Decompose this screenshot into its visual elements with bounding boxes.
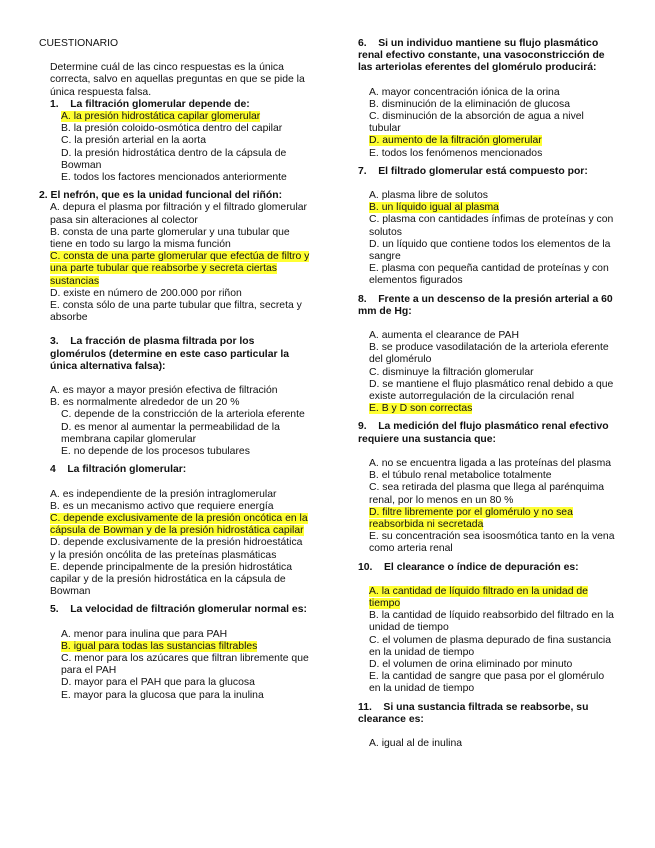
question-heading: 8. Frente a un descenso de la presión arterial a 60 mm de Hg: [358,293,613,317]
answer-highlighted: C. depende exclusivamente de la presión oncótica en la cápsula de Bowman y de la presión hidrostática capilar [50,512,308,537]
answer-option: A. mayor concentración iónica de la orina [369,86,560,98]
answer-option: A. plasma libre de solutos [369,190,488,202]
answer-option: C. sea retirada del plasma que llega al parénquima renal, por lo menos en un 80 % [369,482,605,506]
question-3 [39,336,310,458]
answer-highlighted: D. filtre libremente por el glomérulo y no sea reabsorbida ni secretada [369,506,573,530]
question-heading: 3. La fracción de plasma filtrada por los glomérulos (determine en este caso particular la única alternativa falsa): [50,336,290,372]
instructions: Determine cuál de las cinco respuestas es la única correcta, salvo en aquellas preguntas en que se pide la única respuesta falsa. [50,62,305,98]
question-5 [39,604,310,701]
answer-option: E. no depende de los procesos tubulares [61,446,250,458]
answer-option: C. plasma con cantidades ínfimas de proteínas y con solutos [369,214,614,238]
question-4 [39,464,310,598]
answer-option: C. disminuye la filtración glomerular [369,366,534,378]
answer-option: E. todos los fenómenos mencionados [369,147,543,159]
answer-option: E. mayor para la glucosa que para la inulina [61,689,264,701]
question-heading: 7. El filtrado glomerular está compuesto por: [358,165,588,177]
answer-option: A. menor para inulina que para PAH [61,628,228,640]
question-heading: 5. La velocidad de filtración glomerular normal es: [50,604,307,616]
answer-option: D. la presión hidrostática dentro de la cápsula de Bowman [61,147,287,171]
answer-option: E. plasma con pequeña cantidad de proteínas y con elementos figurados [369,263,609,287]
question-heading: 10. El clearance o índice de depuración es: [358,561,579,573]
answer-option: D. depende exclusivamente de la presión hidroestática y la presión oncólita de las preteínas plasmáticas [50,537,303,561]
answer-option: B. el túbulo renal metabolice totalmente [369,470,552,482]
answer-option: A. depura el plasma por filtración y el filtrado glomerular pasa sin alteraciones al colector [50,202,308,226]
question-9 [347,421,617,555]
answer-option: D. mayor para el PAH que para la glucosa [61,677,255,689]
question-1 [39,99,310,184]
answer-option: E. depende principalmente de la presión hidrostática capilar y de la presión hidrostática en la cápsula de Bowman [50,561,293,598]
answer-highlighted: B. un líquido igual al plasma [369,202,499,214]
left-column [39,38,310,702]
answer-highlighted: D. aumento de la filtración glomerular [369,135,542,147]
answer-option: B. la presión coloido-osmótica dentro del capilar [61,123,283,135]
question-heading: 6. Si un individuo mantiene su flujo plasmático renal efectivo constante, una vasoconstricción de las arteriolas eferentes del glomérulo producirá: [358,38,605,74]
answer-option: B. la cantidad de líquido reabsorbido del filtrado en la unidad de tiempo [369,610,614,634]
answer-option: C. menor para los azúcares que filtran libremente que para el PAH [61,652,309,677]
question-heading: 4 La filtración glomerular: [50,464,187,476]
answer-highlighted: B. igual para todas las sustancias filtrables [61,640,258,652]
answer-option: B. es un mecanismo activo que requiere energía [50,500,274,512]
question-8 [347,294,617,416]
answer-option: D. el volumen de orina eliminado por minuto [369,658,573,670]
answer-option: C. disminución de la absorción de agua a nivel tubular [369,111,584,135]
question-heading: 9. La medición del flujo plasmático renal efectivo requiere una sustancia que: [358,421,609,445]
answer-highlighted: A. la presión hidrostática capilar glomerular [61,111,261,123]
answer-option: B. se produce vasodilatación de la arteriola eferente del glomérulo [369,342,609,366]
answer-option: B. es normalmente alrededor de un 20 % [50,397,240,409]
answer-option: A. es mayor a mayor presión efectiva de filtración [50,385,278,397]
answer-option: E. su concentración sea isoosmótica tanto en la vena como arteria renal [369,531,615,555]
answer-option: A. igual al de inulina [369,737,463,749]
answer-option: E. la cantidad de sangre que pasa por el glomérulo en la unidad de tiempo [369,671,605,695]
answer-highlighted: C. consta de una parte glomerular que efectúa de filtro y una parte tubular que reabsorbe y secreta ciertas sustancias [50,251,310,287]
answer-highlighted: A. la cantidad de líquido filtrado en la unidad de tiempo [369,585,588,609]
answer-option: D. es menor al aumentar la permeabilidad de la membrana capilar glomerular [61,421,280,445]
answer-option: A. aumenta el clearance de PAH [369,330,519,342]
answer-option: A. no se encuentra ligada a las proteínas del plasma [369,457,612,469]
answer-option: C. la presión arterial en la aorta [61,135,206,147]
answer-option: C. el volumen de plasma depurado de fina sustancia en la unidad de tiempo [369,634,612,658]
answer-option: D. un líquido que contiene todos los elementos de la sangre [369,238,611,263]
question-heading: 2. El nefrón, que es la unidad funcional del riñón: [39,190,283,202]
question-11 [347,702,617,751]
question-7 [347,166,617,288]
answer-option: E. consta sólo de una parte tubular que filtra, secreta y absorbe [50,300,302,324]
answer-option: B. disminución de la eliminación de glucosa [369,98,570,110]
question-heading: 11. Si una sustancia filtrada se reabsorbe, su clearance es: [358,701,589,725]
answer-option: E. todos los factores mencionados anteriormente [61,172,287,184]
document-title: CUESTIONARIO [39,38,119,49]
answer-option: B. consta de una parte glomerular y una tubular que tiene en todo su largo la misma función [50,226,290,251]
answer-option: A. es independiente de la presión intraglomerular [50,488,277,500]
right-column [347,38,617,750]
answer-option: D. existe en número de 200.000 por riñon [50,287,242,299]
answer-option: D. se mantiene el flujo plasmático renal debido a que existe autorregulación de la circulación renal [369,378,614,403]
question-2 [39,190,310,324]
answer-highlighted: E. B y D son correctas [369,403,473,415]
question-heading: 1. La filtración glomerular depende de: [50,98,250,110]
question-6 [347,38,617,160]
question-10 [347,562,617,696]
answer-option: C. depende de la constricción de la arteriola eferente [61,409,305,421]
